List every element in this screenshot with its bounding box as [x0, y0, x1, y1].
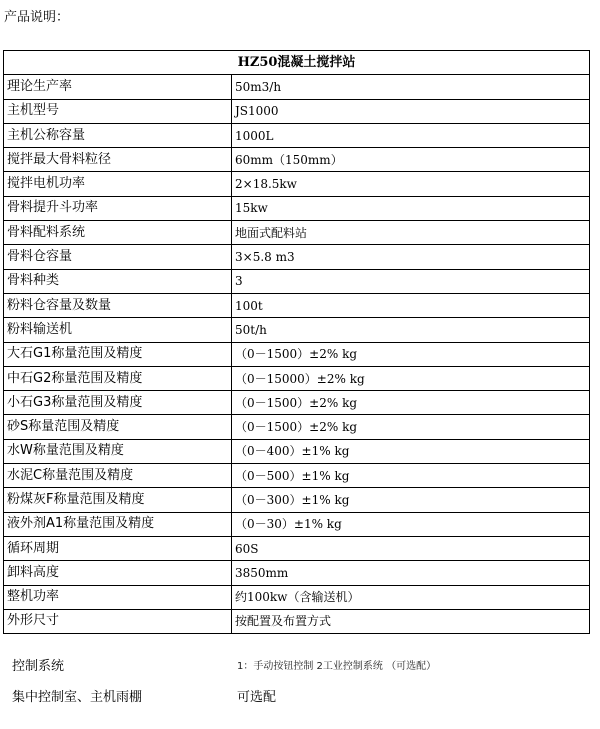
table-row	[4, 585, 590, 609]
extra-value: 1：手动按钮控制 2工业控制系统 （可选配）	[237, 661, 437, 672]
row-label: 小石G3称量范围及精度	[4, 391, 232, 415]
table-row	[4, 512, 590, 536]
table-row	[4, 293, 590, 317]
table-row	[4, 439, 590, 463]
row-label: 砂S称量范围及精度	[4, 415, 232, 439]
row-label: 液外剂A1称量范围及精度	[4, 512, 232, 536]
row-value: （0－500）±1% kg	[232, 464, 590, 488]
table-row	[4, 342, 590, 366]
row-value: 3×5.8 m3	[232, 245, 590, 269]
table-row	[4, 609, 590, 633]
row-value: 100t	[232, 293, 590, 317]
row-value: （0－1500）±2% kg	[232, 415, 590, 439]
table-row	[4, 269, 590, 293]
row-value: （0－400）±1% kg	[232, 439, 590, 463]
table-row	[4, 561, 590, 585]
table-row	[4, 221, 590, 245]
row-value: 3850mm	[232, 561, 590, 585]
row-value: 50m3/h	[232, 75, 590, 99]
row-label: 骨料提升斗功率	[4, 196, 232, 220]
extra-row	[0, 682, 600, 706]
row-label: 主机公称容量	[4, 123, 232, 147]
table-row	[4, 366, 590, 390]
row-label: 外形尺寸	[4, 609, 232, 633]
row-value: （0－30）±1% kg	[232, 512, 590, 536]
table-row	[4, 99, 590, 123]
row-label: 循环周期	[4, 536, 232, 560]
row-label: 主机型号	[4, 99, 232, 123]
table-row	[4, 196, 590, 220]
table-row	[4, 536, 590, 560]
row-value: 15kw	[232, 196, 590, 220]
table-row	[4, 172, 590, 196]
row-label: 卸料高度	[4, 561, 232, 585]
extra-label: 控制系统	[12, 659, 65, 674]
table-row	[4, 488, 590, 512]
table-row	[4, 245, 590, 269]
row-value: JS1000	[232, 99, 590, 123]
row-value: 50t/h	[232, 318, 590, 342]
spec-table-body	[4, 51, 590, 634]
extra-row	[0, 651, 600, 675]
row-value: 2×18.5kw	[232, 172, 590, 196]
row-label: 粉煤灰F称量范围及精度	[4, 488, 232, 512]
table-row	[4, 123, 590, 147]
extra-label: 集中控制室、主机雨棚	[12, 690, 143, 705]
row-label: 粉料输送机	[4, 318, 232, 342]
row-label: 理论生产率	[4, 75, 232, 99]
row-value: 1000L	[232, 123, 590, 147]
row-label: 搅拌最大骨料粒径	[4, 148, 232, 172]
spec-table	[3, 50, 590, 634]
row-label: 骨料种类	[4, 269, 232, 293]
row-label: 整机功率	[4, 585, 232, 609]
row-value: （0－1500）±2% kg	[232, 342, 590, 366]
row-value: 60S	[232, 536, 590, 560]
table-row	[4, 464, 590, 488]
table-row	[4, 148, 590, 172]
row-label: 骨料仓容量	[4, 245, 232, 269]
row-label: 大石G1称量范围及精度	[4, 342, 232, 366]
extra-value: 可选配	[237, 690, 277, 705]
intro-heading: 产品说明：	[4, 10, 70, 25]
row-label: 骨料配料系统	[4, 221, 232, 245]
table-title: HZ50混凝土搅拌站	[4, 51, 590, 75]
table-row	[4, 318, 590, 342]
row-value: 60mm（150mm）	[232, 148, 590, 172]
table-row	[4, 75, 590, 99]
row-value: （0－15000）±2% kg	[232, 366, 590, 390]
table-row	[4, 391, 590, 415]
row-label: 中石G2称量范围及精度	[4, 366, 232, 390]
row-value: 按配置及布置方式	[232, 609, 590, 633]
table-title-row	[4, 51, 590, 75]
row-value: 3	[232, 269, 590, 293]
row-label: 水泥C称量范围及精度	[4, 464, 232, 488]
row-value: 约100kw（含输送机）	[232, 585, 590, 609]
row-value: （0－1500）±2% kg	[232, 391, 590, 415]
row-value: 地面式配料站	[232, 221, 590, 245]
row-label: 水W称量范围及精度	[4, 439, 232, 463]
row-value: （0－300）±1% kg	[232, 488, 590, 512]
row-label: 粉料仓容量及数量	[4, 293, 232, 317]
row-label: 搅拌电机功率	[4, 172, 232, 196]
table-row	[4, 415, 590, 439]
